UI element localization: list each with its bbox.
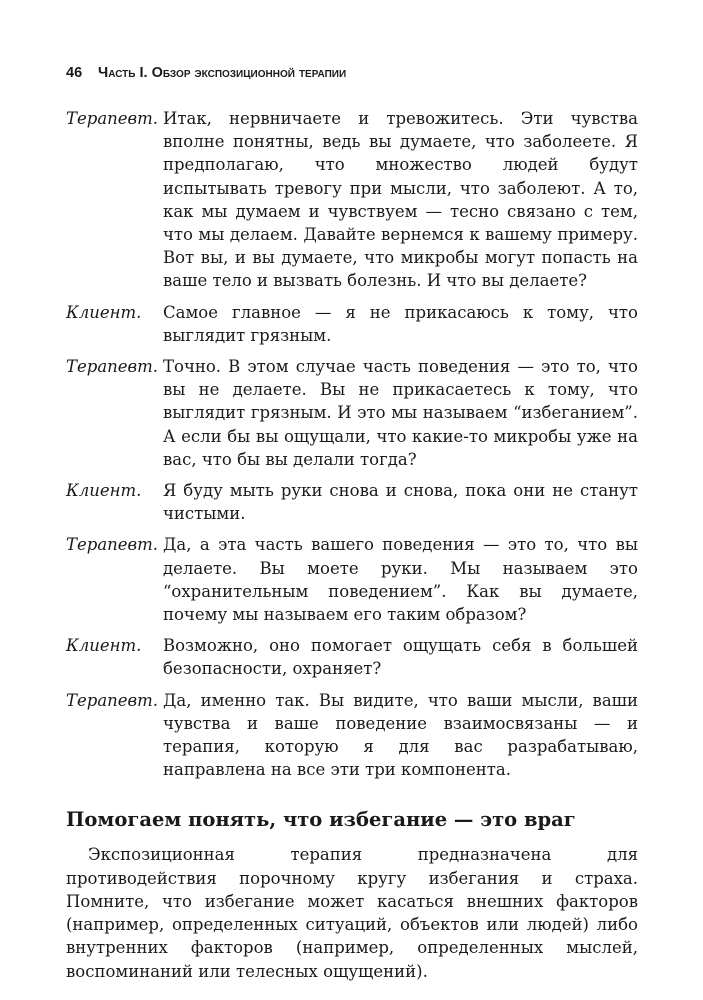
section-heading: Помогаем понять, что избегание — это враг bbox=[66, 808, 576, 832]
speaker-label: Терапевт. bbox=[66, 357, 159, 377]
speaker-label: Клиент. bbox=[66, 636, 142, 656]
speaker-label: Клиент. bbox=[66, 302, 142, 322]
body-paragraph: Экспозиционная терапия предназначена для противодействия порочному кругу избегания и страха. Помните, что избегание может касаться внешних факторов (например, определенных ситуаций, объектов или людей) либо внутренних факторов (например, определенных мыслей, воспоминаний или телесных ощущений). bbox=[66, 845, 638, 981]
utterance-text: Возможно, оно помогает ощущать себя в большей безопасности, охраняет? bbox=[163, 636, 638, 679]
dialogue-transcript bbox=[66, 107, 638, 781]
dialogue-turn bbox=[66, 634, 638, 680]
dialogue-turn bbox=[66, 107, 638, 293]
dialogue-turn bbox=[66, 355, 638, 471]
utterance-text: Итак, нервничаете и тревожитесь. Эти чувства вполне понятны, ведь вы думаете, что заболеете. Я предполагаю, что множество людей будут испытывать тревогу при мысли, что заболеют. А то, как мы думаем и чувствуем — тесно связано с тем, что мы делаем. Давайте вернемся к вашему примеру. Вот вы, и вы думаете, что микробы могут попасть на ваше тело и вызвать болезнь. И что вы делаете? bbox=[163, 109, 638, 291]
utterance-text: Да, именно так. Вы видите, что ваши мысли, ваши чувства и ваше поведение взаимосвязаны — и терапия, которую я для вас разрабатываю, направлена на все эти три компонента. bbox=[163, 690, 638, 780]
utterance-text: Да, а эта часть вашего поведения — это то, что вы делаете. Вы моете руки. Мы называем это “охранительным поведением”. Как вы думаете, почему мы называем его таким образом? bbox=[163, 535, 638, 625]
utterance-text: Самое главное — я не прикасаюсь к тому, что выглядит грязным. bbox=[163, 302, 638, 345]
dialogue-turn bbox=[66, 533, 638, 626]
utterance-text: Я буду мыть руки снова и снова, пока они не станут чистыми. bbox=[163, 481, 638, 524]
running-header bbox=[66, 60, 638, 86]
utterance-text: Точно. В этом случае часть поведения — это то, что вы не делаете. Вы не прикасаетесь к тому, что выглядит грязным. И это мы называем “избеганием”. А если бы вы ощущали, что какие-то микробы уже на вас, что бы вы делали тогда? bbox=[163, 357, 638, 469]
dialogue-turn bbox=[66, 301, 638, 347]
book-page bbox=[66, 60, 638, 983]
speaker-label: Терапевт. bbox=[66, 690, 159, 710]
speaker-label: Терапевт. bbox=[66, 535, 159, 555]
speaker-label: Терапевт. bbox=[66, 109, 159, 128]
dialogue-turn bbox=[66, 689, 638, 782]
speaker-label: Клиент. bbox=[66, 481, 142, 501]
part-title: Часть I. Обзор экспозиционной терапии bbox=[98, 65, 347, 81]
page-number: 46 bbox=[66, 65, 83, 81]
dialogue-turn bbox=[66, 479, 638, 525]
